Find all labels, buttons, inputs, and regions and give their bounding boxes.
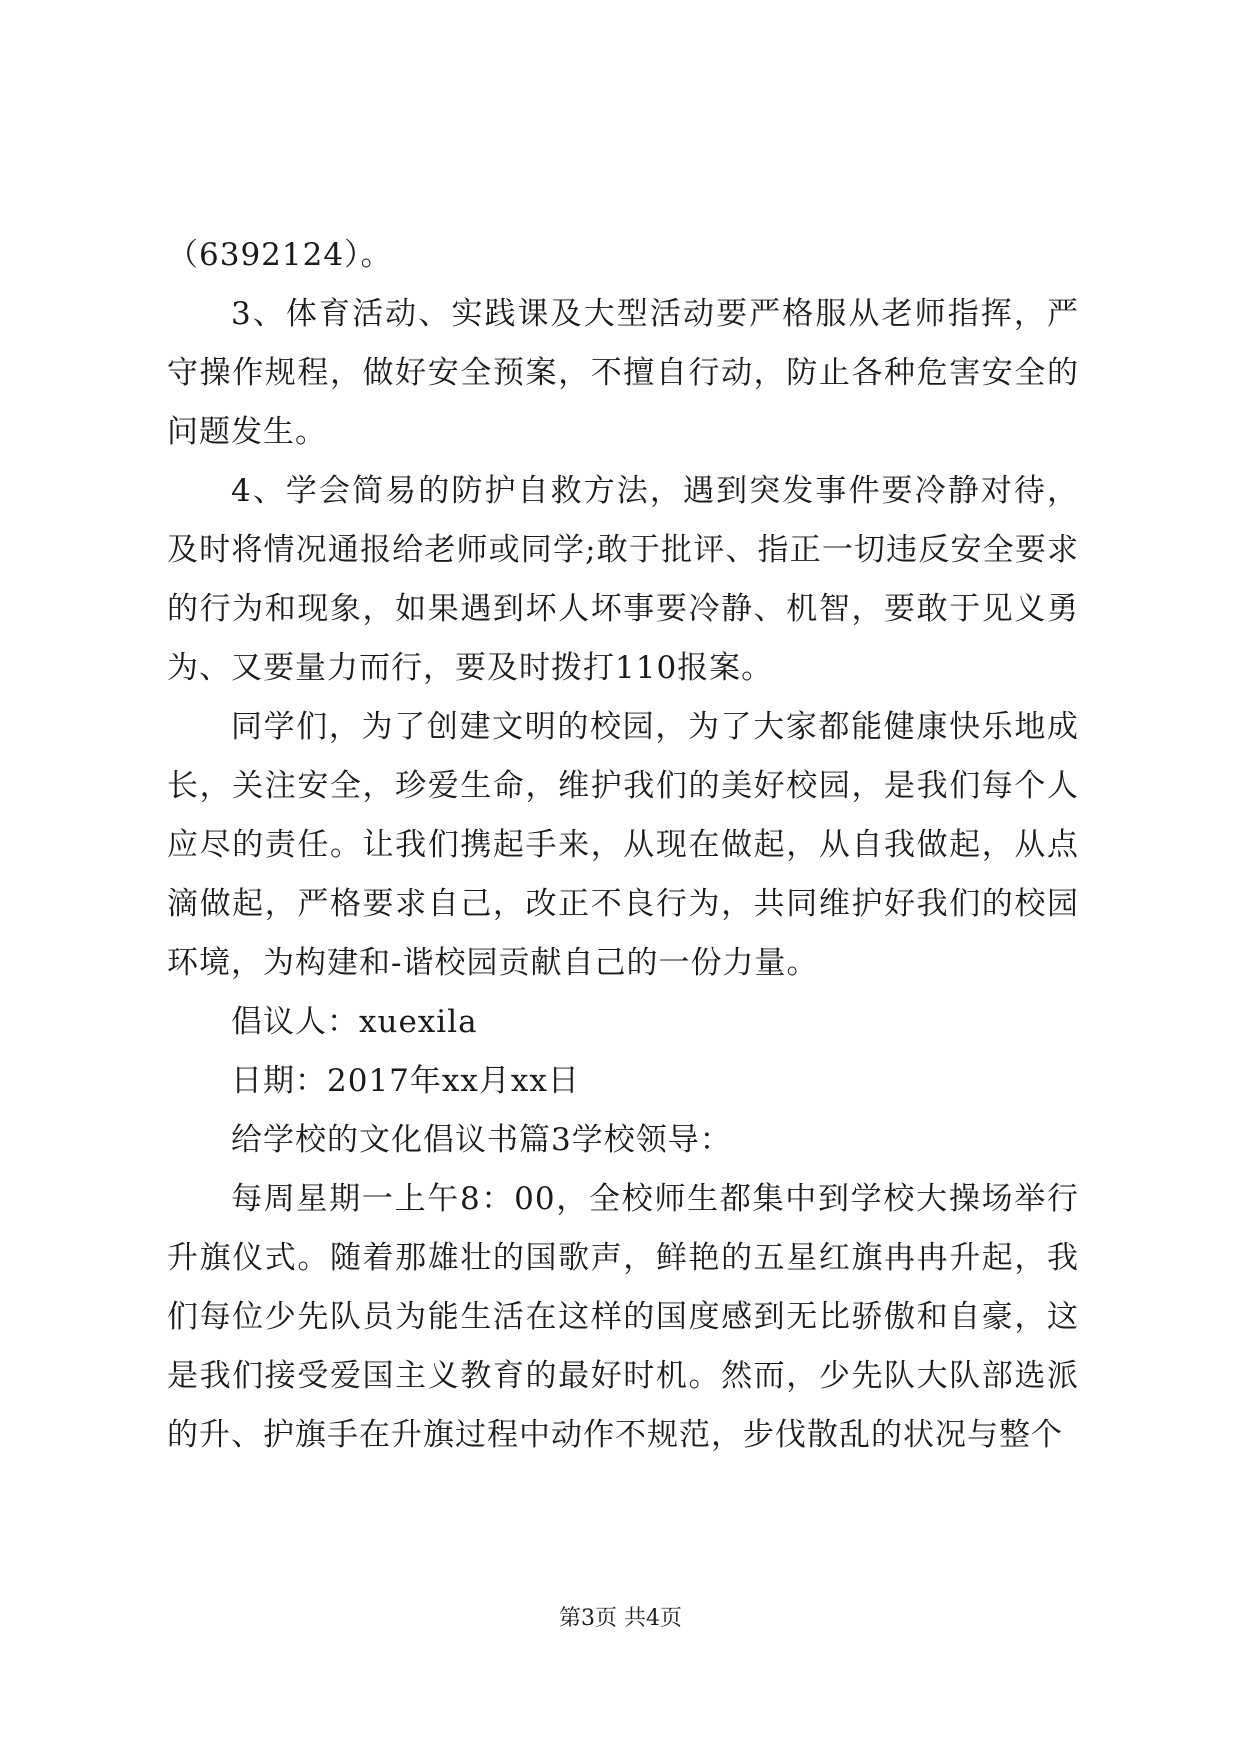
paragraph-appeal: 同学们，为了创建文明的校园，为了大家都能健康快乐地成长，关注安全，珍爱生命，维护我们的美好校园，是我们每个人应尽的责任。让我们携起手来，从现在做起，从自我做起，从点滴做起，严格要求自己，改正不良行为，共同维护好我们的校园环境，为构建和-谐校园贡献自己的一份力量。: [167, 709, 1079, 981]
paragraph-initiator: 倡议人：xuexila: [231, 1004, 478, 1040]
paragraph-section-heading: 给学校的文化倡议书篇3学校领导：: [231, 1122, 732, 1158]
paragraph-flag-ceremony: 每周星期一上午8：00，全校师生都集中到学校大操场举行升旗仪式。随着那雄壮的国歌声，鲜艳的五星红旗冉冉升起，我们每位少先队员为能生活在这样的国度感到无比骄傲和自豪，这是我们接受爱国主义教育的最好时机。然而，少先队大队部选派的升、护旗手在升旗过程中动作不规范，步伐散乱的状况与整个: [167, 1181, 1079, 1453]
document-body: [167, 226, 1079, 1465]
page-footer: [0, 1604, 1241, 1634]
paragraph-date: 日期：2017年xx月xx日: [231, 1063, 580, 1099]
paragraph-phone-number: （6392124）。: [167, 237, 393, 273]
page-number-label: 第3页 共4页: [559, 1606, 682, 1631]
paragraph-item-3: 3、体育活动、实践课及大型活动要严格服从老师指挥，严守操作规程，做好安全预案，不擅自行动，防止各种危害安全的问题发生。: [167, 296, 1079, 450]
paragraph-item-4: 4、学会简易的防护自救方法，遇到突发事件要冷静对待，及时将情况通报给老师或同学;敢于批评、指正一切违反安全要求的行为和现象，如果遇到坏人坏事要冷静、机智，要敢于见义勇为、又要量力而行，要及时拨打110报案。: [167, 473, 1079, 686]
